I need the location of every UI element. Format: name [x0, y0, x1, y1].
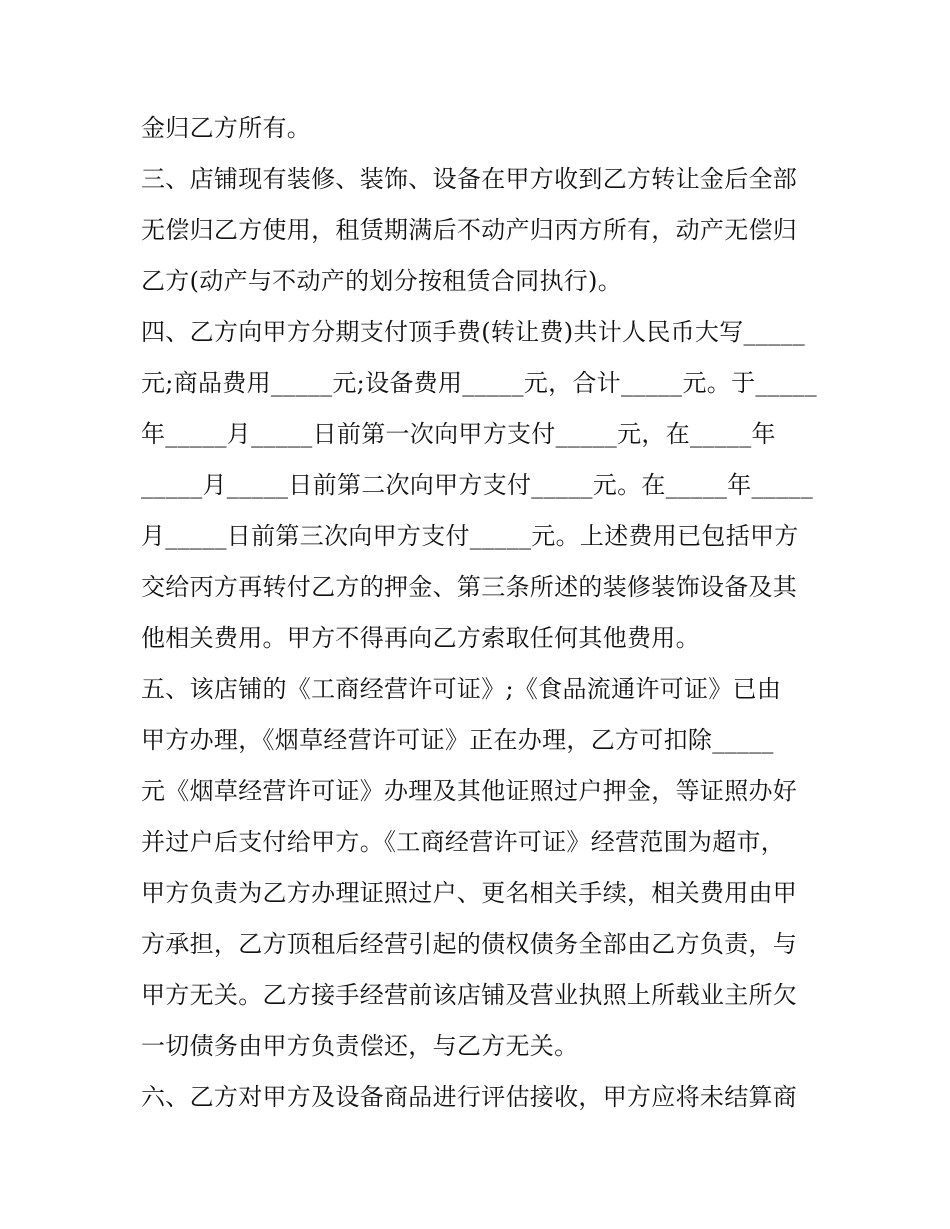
text-line: 甲方无关。乙方接手经营前该店铺及营业执照上所载业主所欠 — [141, 981, 798, 1009]
text-line: 交给丙方再转付乙方的押金、第三条所述的装修装饰设备及其 — [141, 573, 798, 601]
text-line: 乙方(动产与不动产的划分按租赁合同执行)。 — [141, 267, 623, 295]
text-line: 他相关费用。甲方不得再向乙方索取任何其他费用。 — [141, 624, 700, 652]
text-line: 年_____月_____日前第一次向甲方支付_____元，在_____年 — [141, 420, 776, 448]
text-line: 甲方办理，《烟草经营许可证》正在办理，乙方可扣除_____ — [141, 726, 774, 754]
text-line: 元;商品费用_____元;设备费用_____元，合计_____元。于_____ — [141, 369, 817, 397]
contract-text — [141, 103, 821, 1123]
text-line: 六、乙方对甲方及设备商品进行评估接收，甲方应将未结算商 — [141, 1083, 798, 1111]
text-line: 一切债务由甲方负责偿还，与乙方无关。 — [141, 1032, 579, 1060]
text-line: 并过户后支付给甲方。《工商经营许可证》经营范围为超市， — [141, 828, 786, 856]
text-line: 月_____日前第三次向甲方支付_____元。上述费用已包括甲方 — [141, 522, 799, 550]
text-line: 三、店铺现有装修、装饰、设备在甲方收到乙方转让金后全部 — [141, 165, 798, 193]
text-line: 方承担，乙方顶租后经营引起的债权债务全部由乙方负责，与 — [141, 930, 798, 958]
text-line: _____月_____日前第二次向甲方支付_____元。在_____年_____ — [141, 471, 813, 499]
text-line: 元《烟草经营许可证》办理及其他证照过户押金，等证照办好 — [141, 777, 798, 805]
text-line: 四、乙方向甲方分期支付顶手费(转让费)共计人民币大写_____ — [141, 318, 806, 346]
text-line: 金归乙方所有。 — [141, 114, 312, 142]
text-line: 甲方负责为乙方办理证照过户、更名相关手续，相关费用由甲 — [141, 879, 798, 907]
text-line: 无偿归乙方使用，租赁期满后不动产归丙方所有，动产无偿归 — [141, 216, 798, 244]
text-line: 五、该店铺的《工商经营许可证》;《食品流通许可证》已由 — [141, 675, 782, 703]
